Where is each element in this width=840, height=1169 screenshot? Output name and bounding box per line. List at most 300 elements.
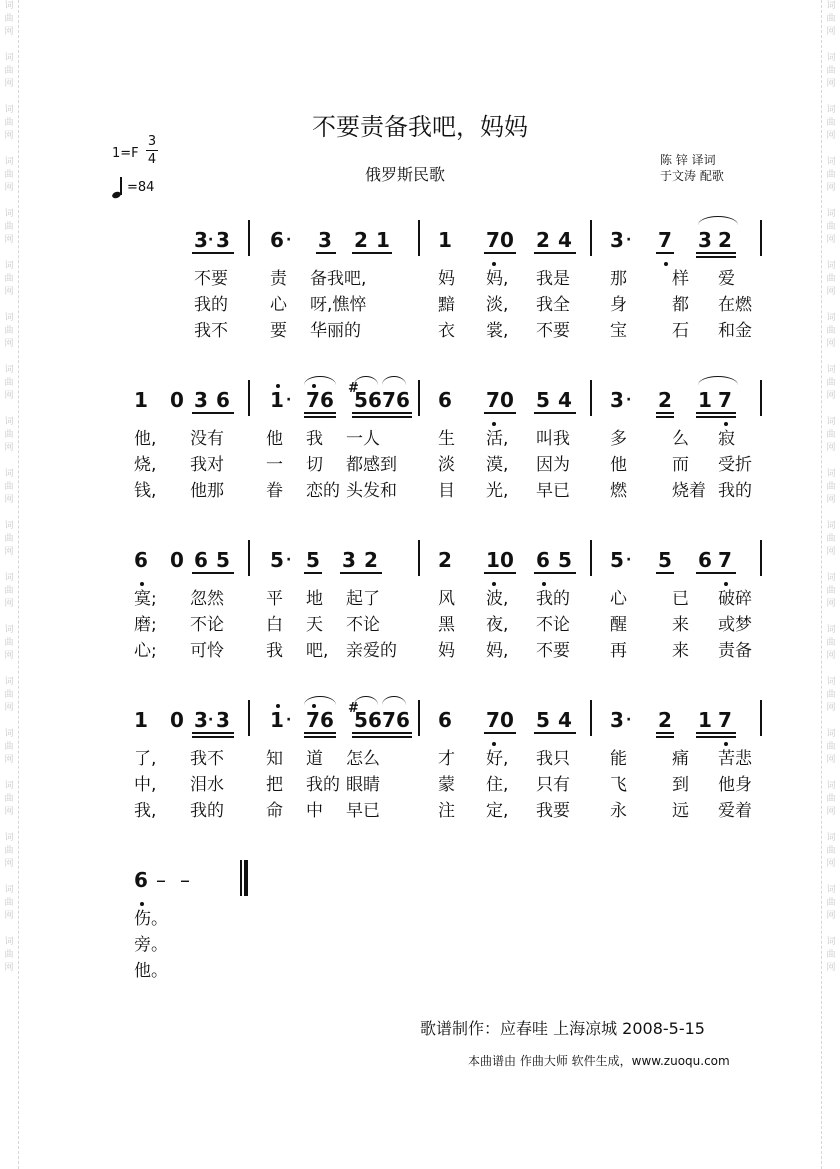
beam-line	[696, 256, 736, 258]
lyric-word: 能	[610, 749, 627, 769]
lyric-word: 责	[270, 269, 287, 289]
lyric-word: 样	[672, 269, 689, 289]
bar-line	[590, 540, 592, 576]
lyric-word: 平	[266, 589, 283, 609]
lyric-word: 不论	[190, 615, 224, 635]
lyric-word: 华丽的	[310, 321, 361, 341]
note: 1	[438, 228, 452, 252]
lyric-word: 我是	[536, 269, 570, 289]
note: 7	[658, 228, 672, 252]
translator-credit: 陈 锌 译词	[660, 153, 716, 167]
lyric-word: 么	[672, 429, 689, 449]
beam-line	[484, 732, 516, 734]
bar-line	[590, 700, 592, 736]
lyric-word: 我全	[536, 295, 570, 315]
credits	[660, 152, 724, 184]
lyric-word: 裳,	[486, 321, 509, 341]
time-signature-line	[146, 150, 158, 151]
tie-arc	[304, 696, 336, 705]
lyric-word: 磨;	[134, 615, 157, 635]
lyric-word: 黑	[438, 615, 455, 635]
bar-line	[418, 220, 420, 256]
tempo-marking	[112, 176, 154, 198]
note: 2	[364, 548, 378, 572]
bar-line	[248, 540, 250, 576]
lyric-word: 定,	[486, 801, 509, 821]
beam-line	[656, 732, 674, 734]
note: 4	[558, 708, 572, 732]
beam-line	[340, 572, 382, 574]
note: ·	[626, 392, 632, 408]
note: 5	[536, 708, 550, 732]
note: 1	[698, 388, 712, 412]
beam-line	[696, 412, 736, 414]
lyric-word: 备我吧,	[310, 269, 367, 289]
lyric-word: 淡,	[486, 295, 509, 315]
note: 1	[698, 708, 712, 732]
lyric-word: 早已	[346, 801, 380, 821]
lyric-word: 那	[610, 269, 627, 289]
lyric-word: 妈,	[486, 269, 509, 289]
lyric-word: 我的	[536, 589, 570, 609]
lyric-word: 都	[672, 295, 689, 315]
lyric-word: 呀,憔悴	[310, 295, 367, 315]
watermark-left: 词 曲 网 词 曲 网 词 曲 网 词 曲 网 词 曲 网 词 曲 网 词 曲 网 词 曲 网 词 曲 网 词 曲 网 词 曲 网 词 曲 网 词 曲 网 词 曲 网 词 曲 网 词 曲 网 词 曲 网 词 曲 网 词 曲 网	[0, 0, 19, 1169]
lyric-word: 黯	[438, 295, 455, 315]
song-subtitle: 俄罗斯民歌	[365, 165, 446, 184]
beam-line	[192, 572, 234, 574]
bar-line	[590, 220, 592, 256]
lyric-word: 醒	[610, 615, 627, 635]
lyric-word: 爱	[718, 269, 735, 289]
note: 5	[306, 548, 320, 572]
note: 7	[718, 708, 732, 732]
lyric-word: 我不	[190, 749, 224, 769]
lyric-word: 旁。	[134, 935, 168, 955]
lyric-word: 眷	[266, 481, 283, 501]
beam-line	[696, 736, 736, 738]
note: ·	[286, 232, 292, 248]
lyric-word: 心	[610, 589, 627, 609]
note: 5	[354, 708, 368, 732]
note: 6	[134, 548, 148, 572]
lyric-word: 命	[266, 801, 283, 821]
tie-arc	[698, 216, 738, 225]
final-bar-thick	[244, 860, 248, 896]
note: ·	[208, 232, 214, 248]
beam-line	[484, 572, 516, 574]
note: ·	[208, 712, 214, 728]
lyric-word: 活,	[486, 429, 509, 449]
note: 1	[270, 708, 284, 732]
lyric-word: 泪水	[190, 775, 224, 795]
note: 2	[718, 228, 732, 252]
bar-line	[760, 380, 762, 416]
lyric-word: 我要	[536, 801, 570, 821]
beam-line	[534, 412, 576, 414]
lyric-word: 我不	[194, 321, 228, 341]
lyric-word: 伤。	[134, 909, 168, 929]
lyric-word: 或梦	[718, 615, 752, 635]
lyric-word: 衣	[438, 321, 455, 341]
beam-line	[696, 416, 736, 418]
lyric-word: 蒙	[438, 775, 455, 795]
bar-line	[248, 380, 250, 416]
note: 5	[536, 388, 550, 412]
beam-line	[696, 252, 736, 254]
bar-line	[248, 220, 250, 256]
lyric-word: 漠,	[486, 455, 509, 475]
note: 1	[270, 388, 284, 412]
lyric-word: 远	[672, 801, 689, 821]
note: 4	[558, 388, 572, 412]
lyric-word: 燃	[610, 481, 627, 501]
note: 3	[194, 388, 208, 412]
lyric-word: 没有	[190, 429, 224, 449]
note: 6	[438, 708, 452, 732]
lyric-word: 头发和	[346, 481, 397, 501]
tie-arc	[382, 376, 406, 385]
beam-line	[534, 252, 576, 254]
beam-line	[484, 412, 516, 414]
bar-line	[418, 700, 420, 736]
note: 3	[698, 228, 712, 252]
lyric-word: 烧着	[672, 481, 706, 501]
notation-row	[120, 542, 770, 582]
lyric-word: 他。	[134, 961, 168, 981]
lyric-word: 我只	[536, 749, 570, 769]
lyric-word: 波,	[486, 589, 509, 609]
beam-line	[192, 412, 234, 414]
note: ·	[286, 712, 292, 728]
high-octave-dot	[276, 384, 280, 388]
lyric-word: 目	[438, 481, 455, 501]
lyric-word: 心;	[134, 641, 157, 661]
bar-line	[418, 540, 420, 576]
lyric-word: 了,	[134, 749, 157, 769]
lyric-word: 寞;	[134, 589, 157, 609]
lyric-word: 他	[610, 455, 627, 475]
note: 1	[134, 388, 148, 412]
bar-line	[590, 380, 592, 416]
lyric-word: 心	[270, 295, 287, 315]
beam-line	[304, 736, 336, 738]
lyric-word: 已	[672, 589, 689, 609]
note: 7	[718, 388, 732, 412]
lyric-word: 我的	[718, 481, 752, 501]
lyric-word: 永	[610, 801, 627, 821]
beam-line	[352, 736, 412, 738]
lyric-word: 受折	[718, 455, 752, 475]
lyric-word: 亲爱的	[346, 641, 397, 661]
note: 3	[610, 388, 624, 412]
note: 7	[306, 388, 320, 412]
note: 3	[318, 228, 332, 252]
high-octave-dot	[276, 704, 280, 708]
lyric-word: 才	[438, 749, 455, 769]
sharp-sign: #	[348, 701, 359, 716]
beam-line	[352, 252, 392, 254]
lyric-word: 而	[672, 455, 689, 475]
lyric-word: 吧,	[306, 641, 329, 661]
beam-line	[304, 412, 336, 414]
notation-row	[120, 862, 770, 902]
beam-line	[656, 412, 674, 414]
note: 7	[306, 708, 320, 732]
beam-line	[696, 572, 736, 574]
beam-line	[352, 732, 412, 734]
lyric-word: 不论	[536, 615, 570, 635]
lyric-word: 妈	[438, 269, 455, 289]
lyric-word: 因为	[536, 455, 570, 475]
lyric-word: 地	[306, 589, 323, 609]
beam-line	[304, 572, 322, 574]
note: 6	[194, 548, 208, 572]
lyric-word: 要	[270, 321, 287, 341]
lyric-word: 起了	[346, 589, 380, 609]
lyric-word: 飞	[610, 775, 627, 795]
note: 0	[500, 228, 514, 252]
lyric-word: 淡	[438, 455, 455, 475]
lyric-word: 到	[672, 775, 689, 795]
lyric-word: 来	[672, 641, 689, 661]
lyric-word: 知	[266, 749, 283, 769]
time-signature-top: 3	[147, 134, 157, 149]
generator-note: 本曲谱由 作曲大师 软件生成，www.zuoqu.com	[468, 1054, 730, 1068]
tie-arc	[354, 376, 378, 385]
note: 0	[170, 548, 184, 572]
note: 5	[558, 548, 572, 572]
lyric-word: 眼睛	[346, 775, 380, 795]
beam-line	[304, 732, 336, 734]
beam-line	[192, 732, 234, 734]
note: 6	[438, 388, 452, 412]
note: 7	[718, 548, 732, 572]
lyric-word: 我的	[306, 775, 340, 795]
lyric-word: 道	[306, 749, 323, 769]
note: 7	[382, 388, 396, 412]
note: 7	[486, 228, 500, 252]
note: 1	[486, 548, 500, 572]
note: 6	[134, 868, 148, 892]
note: 3	[216, 708, 230, 732]
lyric-word: 把	[266, 775, 283, 795]
note: –	[180, 868, 190, 892]
notation-row	[120, 702, 770, 742]
lyric-word: 叫我	[536, 429, 570, 449]
lyric-word: 中,	[134, 775, 157, 795]
note: 6	[368, 388, 382, 412]
lyric-word: 好,	[486, 749, 509, 769]
lyric-word: 注	[438, 801, 455, 821]
lyric-word: 一人	[346, 429, 380, 449]
lyric-word: 多	[610, 429, 627, 449]
note: 6	[320, 388, 334, 412]
lyric-word: 他身	[718, 775, 752, 795]
note: 0	[170, 388, 184, 412]
tie-arc	[354, 696, 378, 705]
sharp-sign: #	[348, 381, 359, 396]
beam-line	[656, 416, 674, 418]
arranger-credit: 于文涛 配歌	[660, 169, 724, 183]
note: ·	[626, 712, 632, 728]
bar-line	[760, 220, 762, 256]
note: 6	[320, 708, 334, 732]
lyric-word: 他那	[190, 481, 224, 501]
beam-line	[316, 252, 336, 254]
lyric-word: 怎么	[346, 749, 380, 769]
lyric-word: 责备	[718, 641, 752, 661]
bar-line	[248, 700, 250, 736]
beam-line	[656, 572, 674, 574]
lyric-word: 我	[266, 641, 283, 661]
tie-arc	[382, 696, 406, 705]
note: 3	[194, 708, 208, 732]
lyric-word: 我,	[134, 801, 157, 821]
note: 0	[500, 388, 514, 412]
tempo-value: =84	[127, 179, 155, 195]
note: 5	[216, 548, 230, 572]
lyric-word: 生	[438, 429, 455, 449]
beam-line	[352, 416, 412, 418]
note: 3	[342, 548, 356, 572]
note: 6	[536, 548, 550, 572]
note: ·	[626, 232, 632, 248]
lyric-word: 不要	[536, 321, 570, 341]
lyric-word: 切	[306, 455, 323, 475]
note: 6	[396, 388, 410, 412]
lyric-word: 钱,	[134, 481, 157, 501]
lyric-word: 不论	[346, 615, 380, 635]
notation-row	[120, 382, 770, 422]
lyric-word: 烧,	[134, 455, 157, 475]
lyric-word: 住,	[486, 775, 509, 795]
lyric-word: 早已	[536, 481, 570, 501]
note: 6	[396, 708, 410, 732]
note: 5	[270, 548, 284, 572]
beam-line	[534, 572, 576, 574]
lyric-word: 可怜	[190, 641, 224, 661]
beam-line	[192, 736, 234, 738]
key-signature: 1=F	[112, 146, 139, 161]
note: 0	[500, 548, 514, 572]
beam-line	[304, 416, 336, 418]
note: 2	[536, 228, 550, 252]
lyric-word: 风	[438, 589, 455, 609]
lyric-word: 都感到	[346, 455, 397, 475]
lyric-word: 恋的	[306, 481, 340, 501]
note: 5	[354, 388, 368, 412]
lyric-word: 宝	[610, 321, 627, 341]
note: 2	[658, 708, 672, 732]
note: 7	[382, 708, 396, 732]
lyric-word: 爱着	[718, 801, 752, 821]
song-title: 不要责备我吧，妈妈	[312, 113, 528, 141]
note: –	[156, 868, 166, 892]
bar-line	[418, 380, 420, 416]
tie-arc	[304, 376, 336, 385]
lyric-word: 我的	[190, 801, 224, 821]
beam-line	[534, 732, 576, 734]
note: 2	[658, 388, 672, 412]
lyric-word: 忽然	[190, 589, 224, 609]
note: ·	[626, 552, 632, 568]
lyric-word: 我的	[194, 295, 228, 315]
note: 6	[698, 548, 712, 572]
tie-arc	[698, 376, 738, 385]
lyric-word: 石	[672, 321, 689, 341]
lyric-word: 他,	[134, 429, 157, 449]
lyric-word: 妈,	[486, 641, 509, 661]
lyric-word: 我	[306, 429, 323, 449]
note: 1	[376, 228, 390, 252]
lyric-word: 身	[610, 295, 627, 315]
beam-line	[656, 736, 674, 738]
note: 3	[610, 228, 624, 252]
watermark-right: 词 曲 网 词 曲 网 词 曲 网 词 曲 网 词 曲 网 词 曲 网 词 曲 网 词 曲 网 词 曲 网 词 曲 网 词 曲 网 词 曲 网 词 曲 网 词 曲 网 词 曲 网 词 曲 网 词 曲 网 词 曲 网 词 曲 网	[821, 0, 840, 1169]
note: 0	[500, 708, 514, 732]
beam-line	[696, 732, 736, 734]
lyric-word: 光,	[486, 481, 509, 501]
note: 6	[368, 708, 382, 732]
lyric-word: 中	[306, 801, 323, 821]
note: 7	[486, 388, 500, 412]
score-maker: 歌谱制作：应春哇 上海凉城 2008-5-15	[420, 1019, 705, 1038]
note: 3	[610, 708, 624, 732]
beam-line	[352, 412, 412, 414]
lyric-word: 我对	[190, 455, 224, 475]
note: 2	[438, 548, 452, 572]
lyric-word: 和金	[718, 321, 752, 341]
beam-line	[192, 252, 234, 254]
note: ·	[286, 552, 292, 568]
lyric-word: 只有	[536, 775, 570, 795]
lyric-word: 寂	[718, 429, 735, 449]
notation-row	[120, 222, 770, 262]
note: 7	[486, 708, 500, 732]
lyric-word: 白	[266, 615, 283, 635]
note: 6	[270, 228, 284, 252]
note: 3	[216, 228, 230, 252]
lyric-word: 夜,	[486, 615, 509, 635]
lyric-word: 破碎	[718, 589, 752, 609]
lyric-word: 妈	[438, 641, 455, 661]
note: ·	[286, 392, 292, 408]
note: 3	[194, 228, 208, 252]
final-bar-thin	[240, 860, 242, 896]
quarter-note-icon	[112, 176, 124, 198]
lyric-word: 不要	[194, 269, 228, 289]
beam-line	[484, 252, 516, 254]
low-octave-dot	[664, 262, 668, 266]
lyric-word: 痛	[672, 749, 689, 769]
bar-line	[760, 700, 762, 736]
bar-line	[760, 540, 762, 576]
note: 0	[170, 708, 184, 732]
time-signature	[146, 134, 158, 167]
note: 5	[658, 548, 672, 572]
note: 1	[134, 708, 148, 732]
note: 5	[610, 548, 624, 572]
note: 4	[558, 228, 572, 252]
lyric-word: 他	[266, 429, 283, 449]
lyric-word: 天	[306, 615, 323, 635]
lyric-word: 再	[610, 641, 627, 661]
beam-line	[656, 252, 674, 254]
lyric-word: 不要	[536, 641, 570, 661]
note: 6	[216, 388, 230, 412]
note: 2	[354, 228, 368, 252]
